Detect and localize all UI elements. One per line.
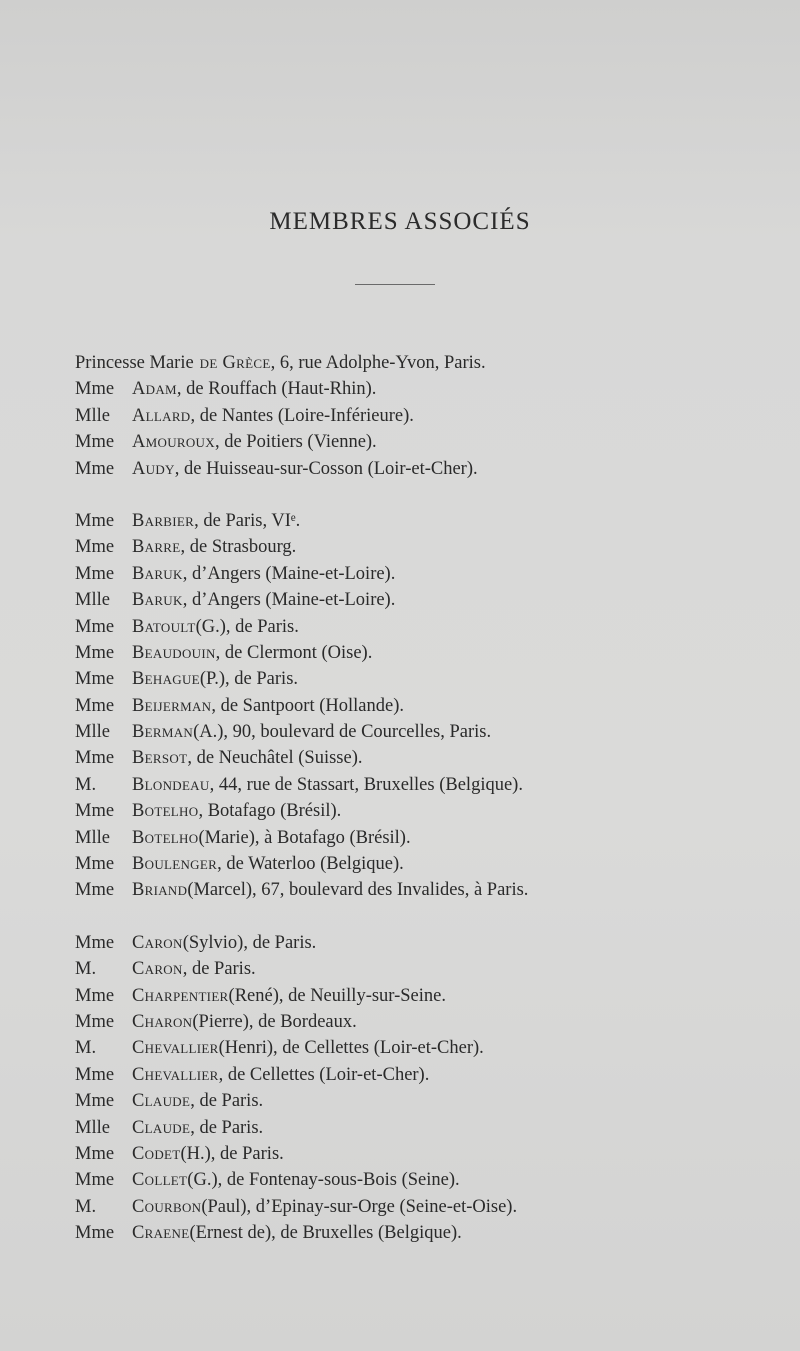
- member-details: , de Paris.: [190, 1091, 264, 1112]
- member-name: Barre: [132, 537, 181, 558]
- member-details: (H.), de Paris.: [180, 1143, 284, 1164]
- member-entry: [75, 1088, 775, 1114]
- member-title: Princesse Marie: [75, 353, 194, 373]
- member-name: Barbier: [132, 510, 195, 531]
- member-details: (A.), 90, boulevard de Courcelles, Paris.: [193, 722, 492, 743]
- member-entry: [75, 772, 775, 798]
- member-details: (Henri), de Cellettes (Loir-et-Cher).: [218, 1038, 484, 1059]
- member-details: , de Huisseau-sur-Cosson (Loir-et-Cher).: [174, 458, 478, 479]
- member-details: , 44, rue de Stassart, Bruxelles (Belgique).: [209, 774, 523, 795]
- member-entry: [75, 1062, 775, 1088]
- member-entry: [75, 1115, 775, 1141]
- member-title: Mme: [75, 1091, 115, 1112]
- member-entry: [75, 956, 775, 982]
- page-title: MEMBRES ASSOCIÉS: [269, 208, 531, 235]
- member-title: M.: [75, 1038, 97, 1059]
- member-details: , de Poitiers (Vienne).: [214, 432, 377, 453]
- member-details: , de Santpoort (Hollande).: [211, 695, 404, 716]
- member-name: Berman: [132, 722, 194, 743]
- member-entry: [75, 508, 775, 534]
- member-name: Bersot: [132, 748, 188, 769]
- member-entry: [75, 877, 775, 903]
- member-name: Briand: [132, 880, 188, 901]
- member-name: Blondeau: [132, 774, 210, 795]
- member-details: (G.), de Fontenay-sous-Bois (Seine).: [187, 1170, 460, 1191]
- member-title: Mme: [75, 537, 115, 558]
- member-name: Adam: [132, 379, 177, 400]
- member-name: Baruk: [132, 563, 183, 584]
- member-entry: [75, 587, 775, 613]
- member-name: Charpentier: [132, 985, 229, 1006]
- member-details: (Marcel), 67, boulevard des Invalides, à Paris.: [187, 880, 529, 901]
- member-entry: [75, 1194, 775, 1220]
- member-title: Mme: [75, 801, 115, 822]
- member-title: Mme: [75, 458, 115, 479]
- member-group: [75, 350, 775, 482]
- member-title: M.: [75, 774, 97, 795]
- member-entry: [75, 640, 775, 666]
- title-rule: [355, 284, 435, 285]
- member-name: Craene: [132, 1223, 190, 1244]
- member-title: Mme: [75, 563, 115, 584]
- member-title: Mme: [75, 510, 115, 531]
- member-name: Baruk: [132, 590, 183, 611]
- member-entry: [75, 1167, 775, 1193]
- member-entry: [75, 376, 775, 402]
- member-entry: [75, 798, 775, 824]
- member-details: (Ernest de), de Bruxelles (Belgique).: [189, 1223, 462, 1244]
- member-name: Beaudouin: [132, 642, 216, 663]
- member-name: Audy: [132, 458, 175, 479]
- member-details: , de Paris.: [190, 1117, 264, 1138]
- member-title: Mlle: [75, 722, 110, 743]
- member-details: , de Cellettes (Loir-et-Cher).: [218, 1064, 430, 1085]
- member-title: Mme: [75, 932, 115, 953]
- member-entry: [75, 930, 775, 956]
- member-name: Chevallier: [132, 1038, 219, 1059]
- member-entry: [75, 614, 775, 640]
- member-title: Mlle: [75, 1117, 110, 1138]
- member-name: Charon: [132, 1011, 193, 1032]
- member-title: Mme: [75, 880, 115, 901]
- member-name: Caron: [132, 932, 183, 953]
- member-details: , d’Angers (Maine-et-Loire).: [182, 590, 396, 611]
- member-group: [75, 930, 775, 1247]
- member-details: , de Neuchâtel (Suisse).: [187, 748, 363, 769]
- member-entry: [75, 429, 775, 455]
- member-name: Behague: [132, 669, 200, 690]
- member-name: Amouroux: [132, 432, 215, 453]
- member-title: Mme: [75, 985, 115, 1006]
- member-details: (Marie), à Botafago (Brésil).: [198, 827, 411, 848]
- member-title: M.: [75, 1196, 97, 1217]
- member-entry: [75, 983, 775, 1009]
- member-details: , Botafago (Brésil).: [198, 801, 342, 822]
- member-details: (Paul), d’Epinay-sur-Orge (Seine-et-Oise).: [201, 1196, 518, 1217]
- member-title: Mlle: [75, 590, 110, 611]
- member-title: Mme: [75, 1170, 115, 1191]
- member-name: Chevallier: [132, 1064, 219, 1085]
- member-title: Mme: [75, 432, 115, 453]
- member-title: Mme: [75, 748, 115, 769]
- member-name: Allard: [132, 405, 191, 426]
- member-details: (René), de Neuilly-sur-Seine.: [228, 985, 446, 1006]
- member-name: Claude: [132, 1117, 191, 1138]
- member-title: Mme: [75, 616, 115, 637]
- member-entry: [75, 719, 775, 745]
- member-entry: [75, 350, 775, 376]
- member-group: [75, 508, 775, 904]
- member-details: , de Rouffach (Haut-Rhin).: [176, 379, 377, 400]
- member-list: [75, 350, 775, 1273]
- member-entry: [75, 1009, 775, 1035]
- member-entry: [75, 1035, 775, 1061]
- member-name: Beijerman: [132, 695, 212, 716]
- member-title: M.: [75, 959, 97, 980]
- member-entry: [75, 1141, 775, 1167]
- member-title: Mme: [75, 1011, 115, 1032]
- member-title: Mme: [75, 642, 115, 663]
- member-details: , de Waterloo (Belgique).: [217, 854, 404, 875]
- member-entry: [75, 1220, 775, 1246]
- member-name: Batoult: [132, 616, 196, 637]
- member-entry: [75, 561, 775, 587]
- member-details: (G.), de Paris.: [195, 616, 299, 637]
- member-name: Claude: [132, 1091, 191, 1112]
- member-title: Mme: [75, 1064, 115, 1085]
- member-entry: [75, 745, 775, 771]
- member-title: Mlle: [75, 827, 110, 848]
- member-entry: [75, 693, 775, 719]
- member-title: Mme: [75, 854, 115, 875]
- member-details: , de Strasbourg.: [180, 537, 297, 558]
- member-name: Botelho: [132, 801, 199, 822]
- member-entry: [75, 666, 775, 692]
- member-details: , de Paris.: [182, 959, 256, 980]
- member-entry: [75, 851, 775, 877]
- member-title: Mme: [75, 1223, 115, 1244]
- member-details: , 6, rue Adolphe-Yvon, Paris.: [270, 353, 486, 373]
- member-details: , d’Angers (Maine-et-Loire).: [182, 563, 396, 584]
- member-details: , de Clermont (Oise).: [215, 642, 373, 663]
- member-name: Boulenger: [132, 854, 218, 875]
- member-name: Botelho: [132, 827, 199, 848]
- member-name: de Grèce: [199, 353, 271, 373]
- member-details: , de Nantes (Loire-Inférieure).: [190, 405, 414, 426]
- member-entry: [75, 825, 775, 851]
- member-entry: [75, 403, 775, 429]
- member-details: (Pierre), de Bordeaux.: [192, 1011, 357, 1032]
- member-title: Mlle: [75, 405, 110, 426]
- member-title: Mme: [75, 379, 115, 400]
- member-entry: [75, 456, 775, 482]
- member-details: (Sylvio), de Paris.: [182, 932, 317, 953]
- member-name: Caron: [132, 959, 183, 980]
- member-details: (P.), de Paris.: [199, 669, 299, 690]
- member-title: Mme: [75, 669, 115, 690]
- member-details: , de Paris, VIᵉ.: [194, 510, 301, 531]
- member-name: Codet: [132, 1143, 181, 1164]
- member-entry: [75, 534, 775, 560]
- member-name: Collet: [132, 1170, 188, 1191]
- member-title: Mme: [75, 695, 115, 716]
- member-name: Courbon: [132, 1196, 202, 1217]
- member-title: Mme: [75, 1143, 115, 1164]
